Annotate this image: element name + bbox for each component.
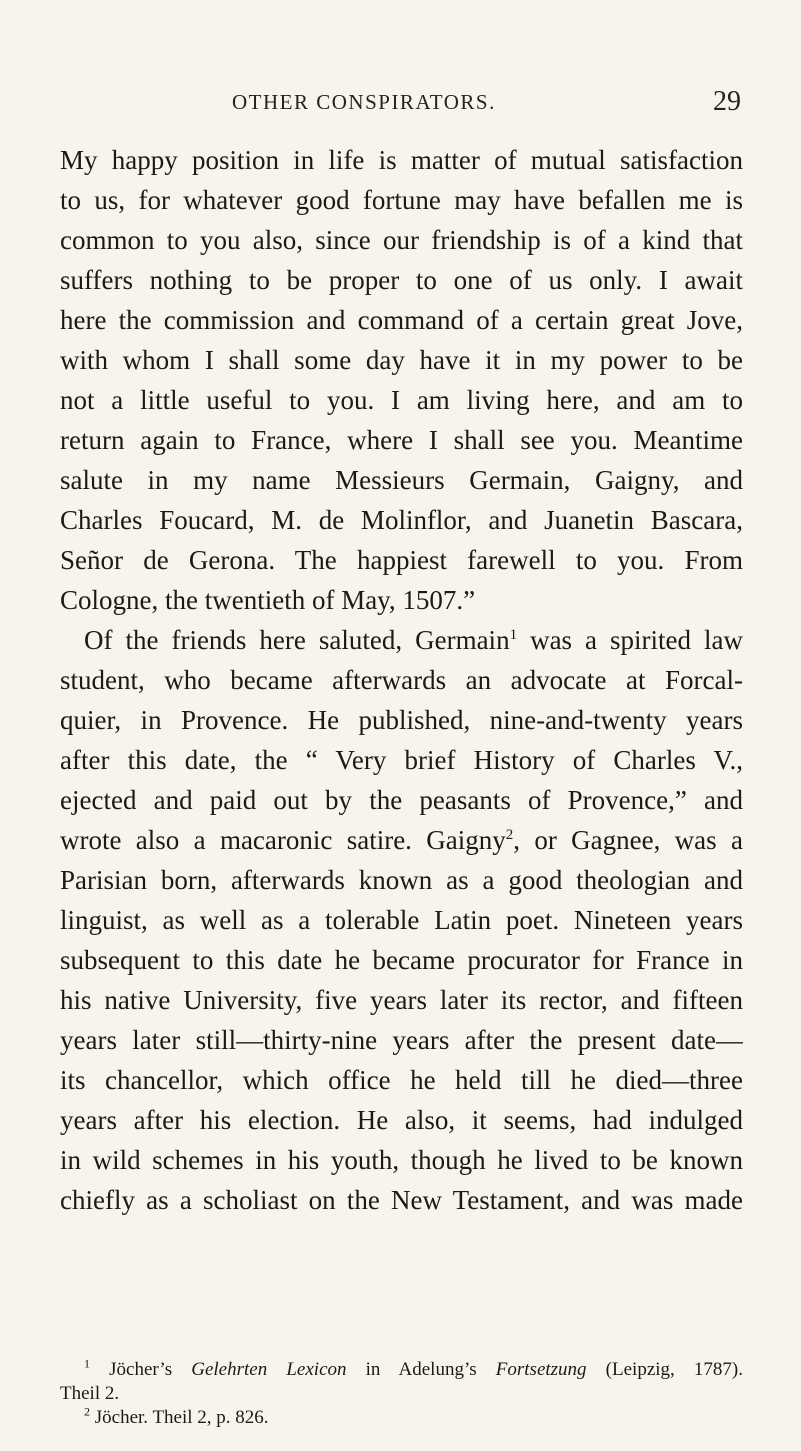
- text-line: return again to France, where I shall see you. Meantime: [60, 425, 743, 455]
- text-line: in wild schemes in his youth, though he lived to be known: [60, 1145, 743, 1175]
- text-line: suffers nothing to be proper to one of us only. I await: [60, 265, 743, 295]
- footnote-number: 1: [84, 1358, 90, 1371]
- text-span: Jöcher. Theil 2, p. 826.: [94, 1407, 269, 1428]
- text-line: Señor de Gerona. The happiest farewell to you. From: [60, 545, 743, 575]
- text-line: years later still—thirty-nine years after the present date—: [60, 1025, 743, 1055]
- text-line: [60, 620, 743, 660]
- text-line: quier, in Provence. He published, nine-and-twenty years: [60, 705, 743, 735]
- footnote-number: 2: [84, 1406, 90, 1419]
- text-span: was a spirited law: [517, 625, 743, 655]
- text-line: to us, for whatever good fortune may have befallen me is: [60, 185, 743, 215]
- text-line: My happy position in life is matter of mutual satisfaction: [60, 145, 743, 175]
- text-line: Parisian born, afterwards known as a good theologian and: [60, 865, 743, 895]
- text-line: Cologne, the twentieth of May, 1507.”: [60, 585, 476, 615]
- text-line: here the commission and command of a certain great Jove,: [60, 305, 743, 335]
- text-line: years after his election. He also, it seems, had indulged: [60, 1105, 743, 1135]
- text-line: student, who became afterwards an advocate at Forcal-: [60, 665, 743, 695]
- text-line: salute in my name Messieurs Germain, Gaigny, and: [60, 465, 743, 495]
- text-line: his native University, five years later its rector, and fifteen: [60, 985, 743, 1015]
- text-span: wrote also a macaronic satire. Gaigny: [60, 825, 506, 855]
- paragraph-friends-saluted: [60, 620, 743, 1220]
- running-head: [0, 86, 801, 122]
- body-text: [60, 140, 743, 1220]
- text-span: (Leipzig, 1787).: [586, 1359, 743, 1380]
- text-line: common to you also, since our friendship is of a kind that: [60, 225, 743, 255]
- footnote-2: [60, 1406, 743, 1430]
- page-number: 29: [713, 86, 741, 117]
- text-span: in Adelung’s: [346, 1359, 496, 1380]
- book-title: Fortsetzung: [495, 1359, 587, 1380]
- text-line: subsequent to this date he became procurator for France in: [60, 945, 743, 975]
- text-line: ejected and paid out by the peasants of Provence,” and: [60, 785, 743, 815]
- text-line: with whom I shall some day have it in my power to be: [60, 345, 743, 375]
- text-line: Charles Foucard, M. de Molinflor, and Juanetin Bascara,: [60, 505, 743, 535]
- footnote-ref: 1: [509, 627, 518, 643]
- running-title: OTHER CONSPIRATORS.: [232, 90, 496, 114]
- footnote-ref: 2: [505, 827, 514, 843]
- text-span: , or Gagnee, was a: [513, 825, 743, 855]
- text-line: [60, 820, 743, 860]
- text-line: after this date, the “ Very brief History of Charles V.,: [60, 745, 743, 775]
- footnote-1-continued: Theil 2.: [60, 1383, 120, 1404]
- footnote-1: [60, 1358, 743, 1382]
- text-span: Of the friends here saluted, Germain: [84, 625, 510, 655]
- text-line: linguist, as well as a tolerable Latin poet. Nineteen years: [60, 905, 743, 935]
- text-line: its chancellor, which office he held till he died—three: [60, 1065, 743, 1095]
- text-line: chiefly as a scholiast on the New Testament, and was made: [60, 1185, 743, 1215]
- text-span: Jöcher’s: [109, 1359, 192, 1380]
- paragraph-letter-ending: [60, 140, 743, 620]
- text-line: not a little useful to you. I am living here, and am to: [60, 385, 743, 415]
- book-title: Gelehrten Lexicon: [191, 1359, 347, 1380]
- footnotes: [60, 1358, 743, 1430]
